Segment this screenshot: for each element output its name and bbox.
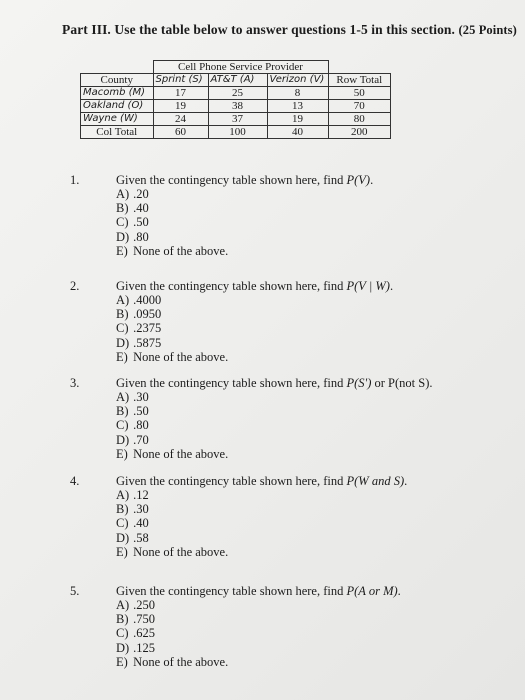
option-text: None of the above. bbox=[133, 654, 229, 669]
table-cell: 100 bbox=[208, 126, 267, 139]
option-letter: B) bbox=[116, 404, 129, 419]
option-text: .125 bbox=[133, 640, 155, 655]
option-text: .2375 bbox=[133, 321, 162, 336]
option-c bbox=[116, 418, 228, 432]
option-letter: E) bbox=[116, 243, 128, 258]
col-header-row-total: Row Total bbox=[328, 74, 391, 87]
option-text: .20 bbox=[133, 187, 149, 201]
option-text: .40 bbox=[133, 516, 149, 531]
stem-text: Given the contingency table shown here, find bbox=[116, 279, 347, 293]
table-cell: 50 bbox=[328, 87, 391, 100]
stem-tail: . bbox=[389, 279, 394, 293]
option-letter: D) bbox=[116, 530, 130, 545]
stem-math: P(S') bbox=[346, 376, 372, 390]
stem-tail: or P(not S). bbox=[371, 376, 433, 390]
table-cell: 17 bbox=[153, 87, 208, 100]
option-text: .80 bbox=[133, 418, 149, 433]
option-e bbox=[116, 447, 228, 461]
option-text: .12 bbox=[133, 488, 149, 502]
table-cell: 60 bbox=[153, 126, 208, 139]
table-cell: 70 bbox=[328, 100, 391, 113]
option-text: .625 bbox=[133, 626, 155, 641]
option-text: .30 bbox=[133, 502, 149, 517]
options-list bbox=[116, 488, 228, 559]
option-b bbox=[116, 502, 228, 516]
contingency-table bbox=[80, 60, 391, 139]
table-cell: 80 bbox=[328, 113, 391, 126]
option-letter: C) bbox=[116, 418, 129, 433]
row-label: Col Total bbox=[81, 126, 154, 139]
option-text: None of the above. bbox=[133, 349, 229, 364]
option-letter: C) bbox=[116, 321, 129, 336]
option-text: .750 bbox=[133, 612, 155, 627]
question-number: 3. bbox=[70, 376, 80, 390]
option-text: .5875 bbox=[133, 335, 162, 350]
option-text: .50 bbox=[133, 215, 149, 230]
table-corner-right bbox=[328, 61, 391, 74]
question-number: 2. bbox=[70, 279, 80, 293]
table-row bbox=[81, 126, 391, 139]
option-letter: A) bbox=[116, 598, 130, 612]
stem-math: P(V | W) bbox=[346, 279, 390, 293]
option-c bbox=[116, 626, 228, 640]
stem-tail: . bbox=[370, 173, 374, 187]
option-e bbox=[116, 244, 228, 258]
table-cell: 200 bbox=[328, 126, 391, 139]
section-points: (25 Points) bbox=[458, 23, 517, 37]
option-b bbox=[116, 307, 228, 321]
option-letter: B) bbox=[116, 201, 129, 216]
option-text: .250 bbox=[133, 598, 155, 612]
row-label: Oakland (O) bbox=[81, 100, 154, 113]
section-title-text: Part III. Use the table below to answer questions 1-5 in this section. bbox=[62, 22, 456, 37]
option-e bbox=[116, 545, 228, 559]
option-a bbox=[116, 187, 228, 201]
option-e bbox=[116, 655, 228, 669]
option-letter: C) bbox=[116, 626, 129, 641]
question-number: 4. bbox=[70, 474, 80, 488]
stem-text: Given the contingency table shown here, find bbox=[116, 376, 347, 390]
table-cell: 37 bbox=[208, 113, 267, 126]
table-cell: 19 bbox=[267, 113, 328, 126]
table-cell: 24 bbox=[153, 113, 208, 126]
table-row bbox=[81, 87, 391, 100]
option-letter: E) bbox=[116, 544, 128, 559]
stem-math: P(W and S) bbox=[346, 474, 405, 488]
option-d bbox=[116, 433, 228, 447]
table-cell: 38 bbox=[208, 100, 267, 113]
options-list bbox=[116, 390, 228, 461]
col-header-sprint: Sprint (S) bbox=[153, 74, 208, 87]
table-cell: 25 bbox=[208, 87, 267, 100]
option-letter: B) bbox=[116, 612, 129, 627]
option-text: None of the above. bbox=[133, 446, 229, 461]
county-header: County bbox=[81, 74, 154, 87]
stem-tail: . bbox=[397, 584, 401, 598]
table-row bbox=[81, 100, 391, 113]
option-text: .0950 bbox=[133, 307, 162, 322]
option-b bbox=[116, 404, 228, 418]
table-group-header: Cell Phone Service Provider bbox=[153, 61, 328, 74]
table-row bbox=[81, 113, 391, 126]
option-text: .40 bbox=[133, 201, 149, 216]
table-cell: 8 bbox=[267, 87, 328, 100]
stem-text: Given the contingency table shown here, find bbox=[116, 474, 347, 488]
option-letter: D) bbox=[116, 640, 130, 655]
option-a bbox=[116, 488, 228, 502]
option-text: .30 bbox=[133, 390, 149, 404]
option-text: .58 bbox=[133, 530, 149, 545]
option-text: None of the above. bbox=[133, 544, 229, 559]
row-label: Wayne (W) bbox=[81, 113, 154, 126]
stem-text: Given the contingency table shown here, find bbox=[116, 584, 347, 598]
question-stem bbox=[116, 279, 393, 293]
option-text: .50 bbox=[133, 404, 149, 419]
option-a bbox=[116, 598, 228, 612]
table-cell: 40 bbox=[267, 126, 328, 139]
option-text: .70 bbox=[133, 432, 149, 447]
option-text: .4000 bbox=[133, 293, 162, 307]
option-letter: E) bbox=[116, 446, 128, 461]
option-letter: A) bbox=[116, 390, 130, 404]
option-letter: C) bbox=[116, 516, 129, 531]
option-text: None of the above. bbox=[133, 243, 229, 258]
option-b bbox=[116, 201, 228, 215]
question-number: 5. bbox=[70, 584, 80, 598]
col-header-att: AT&T (A) bbox=[208, 74, 267, 87]
table-corner bbox=[81, 61, 154, 74]
options-list bbox=[116, 187, 228, 258]
option-letter: B) bbox=[116, 502, 129, 517]
option-a bbox=[116, 293, 228, 307]
option-d bbox=[116, 336, 228, 350]
option-letter: D) bbox=[116, 335, 130, 350]
option-d bbox=[116, 230, 228, 244]
option-b bbox=[116, 612, 228, 626]
option-letter: E) bbox=[116, 654, 128, 669]
option-letter: D) bbox=[116, 432, 130, 447]
options-list bbox=[116, 293, 228, 364]
option-letter: A) bbox=[116, 187, 130, 201]
row-label: Macomb (M) bbox=[81, 87, 154, 100]
option-c bbox=[116, 321, 228, 335]
option-a bbox=[116, 390, 228, 404]
question-number: 1. bbox=[70, 173, 80, 187]
col-header-verizon: Verizon (V) bbox=[267, 74, 328, 87]
option-letter: A) bbox=[116, 488, 130, 502]
option-letter: A) bbox=[116, 293, 130, 307]
table-cell: 13 bbox=[267, 100, 328, 113]
table-cell: 19 bbox=[153, 100, 208, 113]
question-stem bbox=[116, 584, 401, 598]
option-d bbox=[116, 641, 228, 655]
option-e bbox=[116, 350, 228, 364]
stem-text: Given the contingency table shown here, find bbox=[116, 173, 347, 187]
option-letter: C) bbox=[116, 215, 129, 230]
option-c bbox=[116, 215, 228, 229]
option-letter: D) bbox=[116, 229, 130, 244]
option-letter: E) bbox=[116, 349, 128, 364]
stem-tail: . bbox=[404, 474, 408, 488]
section-title bbox=[62, 22, 517, 38]
question-stem bbox=[116, 474, 407, 488]
option-text: .80 bbox=[133, 229, 149, 244]
option-letter: B) bbox=[116, 307, 129, 322]
stem-math: P(A or M) bbox=[346, 584, 398, 598]
question-stem bbox=[116, 376, 433, 390]
options-list bbox=[116, 598, 228, 669]
stem-math: P(V) bbox=[346, 173, 371, 187]
option-d bbox=[116, 531, 228, 545]
option-c bbox=[116, 516, 228, 530]
question-stem bbox=[116, 173, 373, 187]
